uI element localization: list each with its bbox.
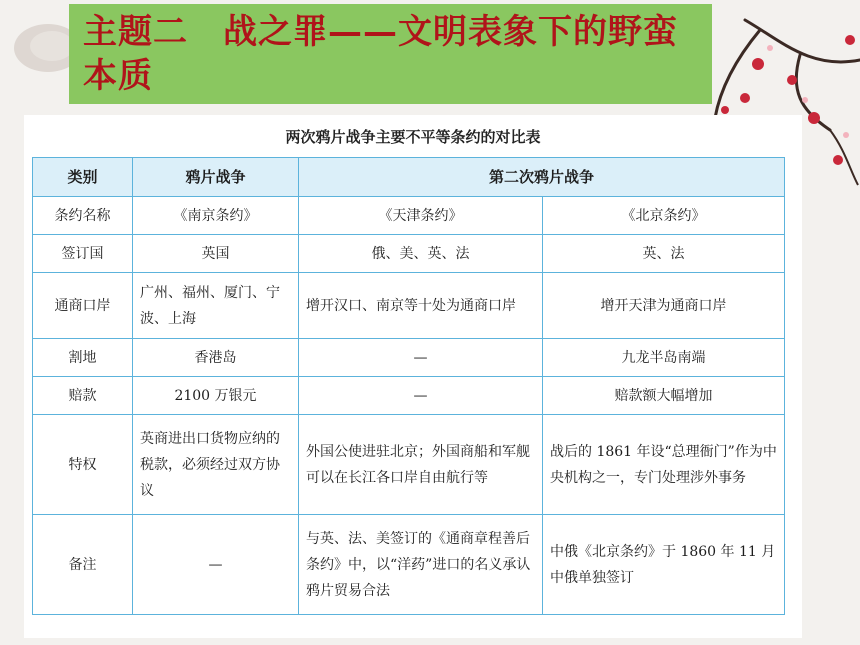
table-cell: — (299, 339, 543, 377)
table-cell: 《天津条约》 (299, 197, 543, 235)
table-cell: 《北京条约》 (543, 197, 785, 235)
table-caption: 两次鸦片战争主要不平等条约的对比表 (285, 128, 541, 146)
header-category: 类别 (33, 158, 133, 197)
page-title: 主题二 战之罪——文明表象下的野蛮本质 (83, 12, 678, 96)
header-second-opium-war: 第二次鸦片战争 (299, 158, 785, 197)
table-cell: 与英、法、美签订的《通商章程善后条约》中，以“洋药”进口的名义承认鸦片贸易合法 (299, 515, 543, 615)
table-row (33, 415, 785, 515)
table-cell: 英商进出口货物应纳的税款，必须经过双方协议 (133, 415, 299, 515)
table-cell: 外国公使进驻北京；外国商船和军舰可以在长江各口岸自由航行等 (299, 415, 543, 515)
table-cell: — (299, 377, 543, 415)
table-cell: 战后的 1861 年设“总理衙门”作为中央机构之一，专门处理涉外事务 (543, 415, 785, 515)
table-cell: — (133, 515, 299, 615)
table-row (33, 273, 785, 339)
treaty-comparison-table (32, 157, 785, 615)
table-cell: 九龙半岛南端 (543, 339, 785, 377)
table-cell: 英、法 (543, 235, 785, 273)
row-label: 赔款 (33, 377, 133, 415)
row-label: 条约名称 (33, 197, 133, 235)
row-label: 备注 (33, 515, 133, 615)
table-cell: 《南京条约》 (133, 197, 299, 235)
row-label: 特权 (33, 415, 133, 515)
table-panel (24, 115, 802, 638)
table-cell: 中俄《北京条约》于 1860 年 11 月中俄单独签订 (543, 515, 785, 615)
table-row (33, 197, 785, 235)
row-label: 割地 (33, 339, 133, 377)
table-row (33, 235, 785, 273)
table-cell: 广州、福州、厦门、宁波、上海 (133, 273, 299, 339)
table-cell: 俄、美、英、法 (299, 235, 543, 273)
row-label: 签订国 (33, 235, 133, 273)
header-opium-war: 鸦片战争 (133, 158, 299, 197)
table-row (33, 339, 785, 377)
table-cell: 增开汉口、南京等十处为通商口岸 (299, 273, 543, 339)
table-cell: 香港岛 (133, 339, 299, 377)
table-cell: 英国 (133, 235, 299, 273)
table-cell: 赔款额大幅增加 (543, 377, 785, 415)
table-row (33, 377, 785, 415)
table-row (33, 515, 785, 615)
table-cell: 2100 万银元 (133, 377, 299, 415)
table-cell: 增开天津为通商口岸 (543, 273, 785, 339)
row-label: 通商口岸 (33, 273, 133, 339)
table-header-row (33, 158, 785, 197)
branch-main (715, 20, 860, 130)
title-banner (69, 4, 712, 104)
